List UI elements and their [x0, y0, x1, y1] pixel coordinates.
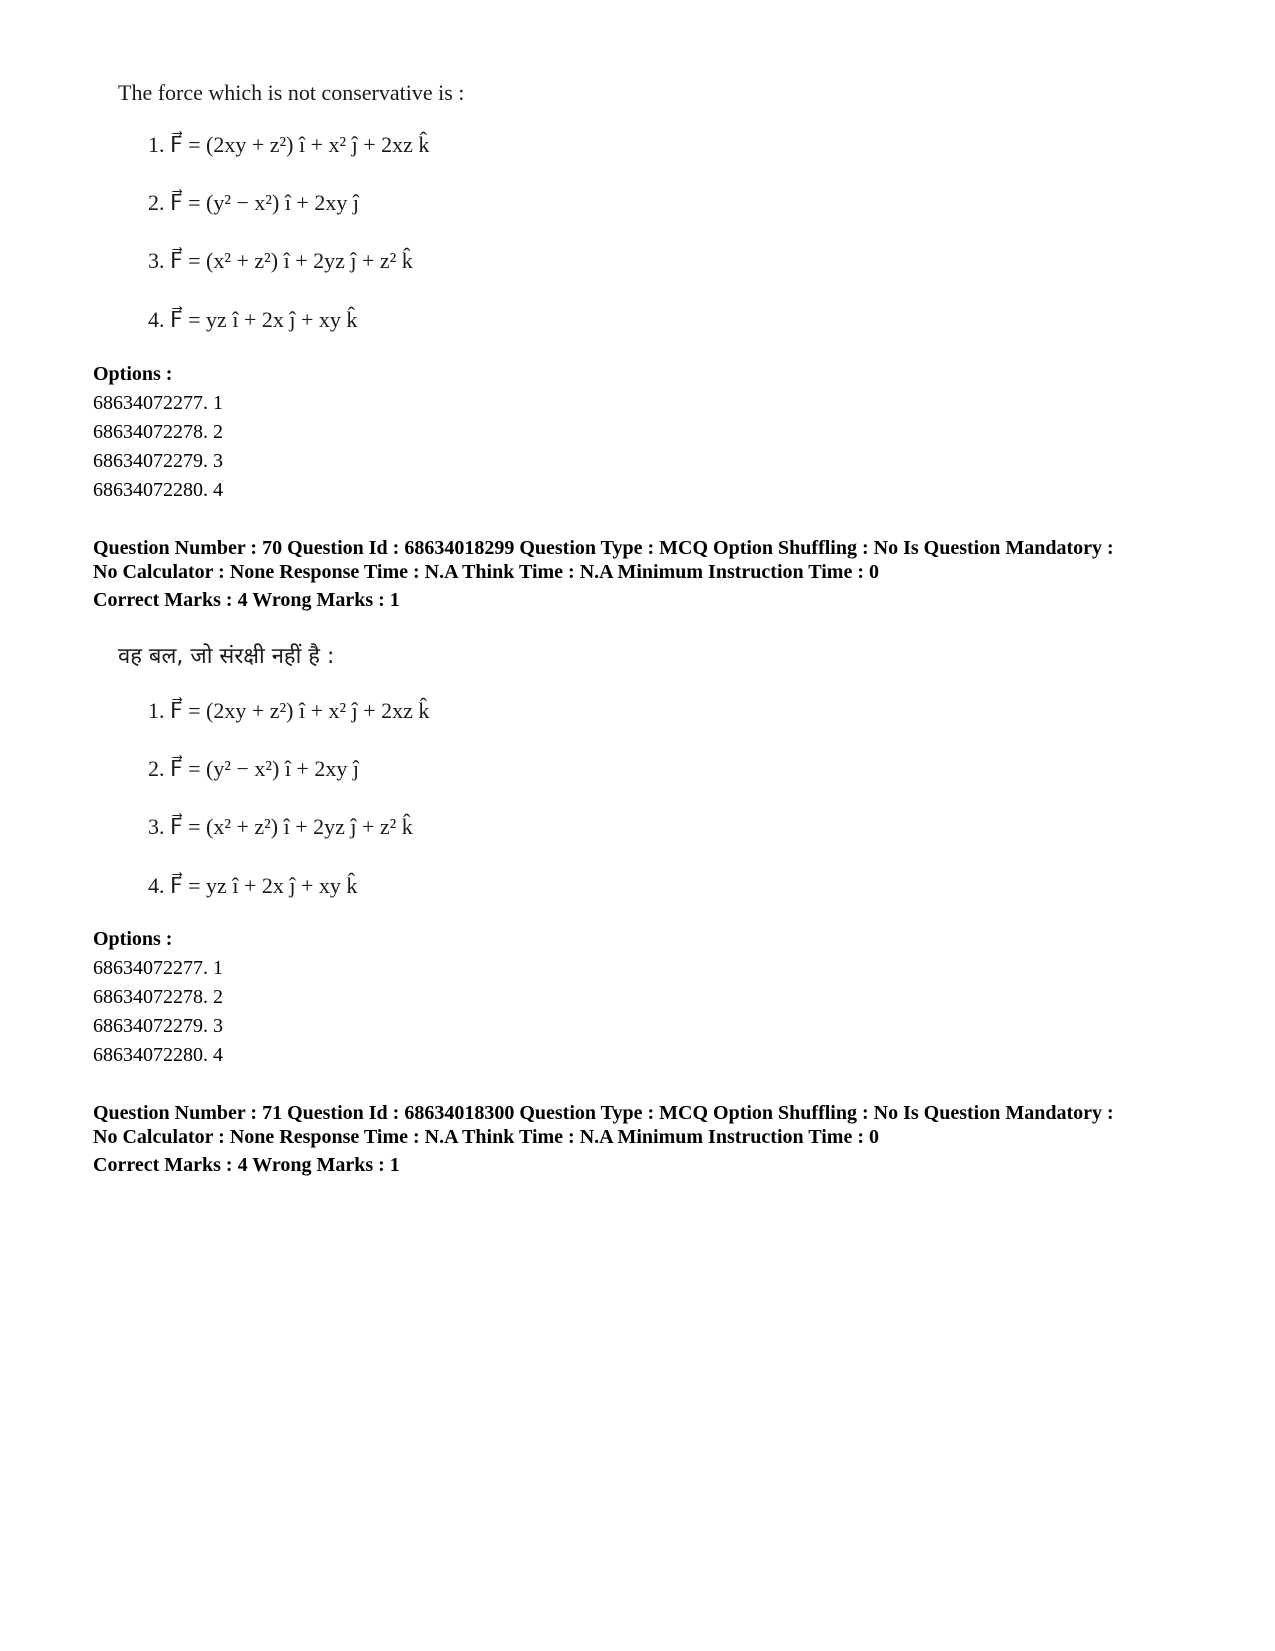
question-marks: Correct Marks : 4 Wrong Marks : 1 — [93, 1154, 400, 1176]
option-item: 68634072278. 2 — [93, 421, 223, 443]
question-meta-line: No Calculator : None Response Time : N.A Think Time : N.A Minimum Instruction Time : 0 — [93, 561, 879, 583]
option-item: 68634072279. 3 — [93, 450, 223, 472]
question-stem: वह बल, जो संरक्षी नहीं है : — [118, 644, 335, 669]
question-image-hindi — [118, 644, 430, 898]
option-item: 68634072279. 3 — [93, 1015, 223, 1037]
option-item: 68634072277. 1 — [93, 392, 223, 414]
question-meta-line: Question Number : 70 Question Id : 68634018299 Question Type : MCQ Option Shuffling : No Is Question Mandatory : — [93, 537, 1114, 559]
question-stem: The force which is not conservative is : — [118, 80, 465, 105]
choice-2: 2. F⃗ = (y² − x²) î + 2xy ĵ — [148, 190, 359, 215]
question-meta-line: No Calculator : None Response Time : N.A Think Time : N.A Minimum Instruction Time : 0 — [93, 1126, 879, 1148]
choice-3: 3. F⃗ = (x² + z²) î + 2yz ĵ + z² k̂ — [148, 814, 413, 839]
option-item: 68634072278. 2 — [93, 986, 223, 1008]
options-block — [93, 925, 223, 1070]
options-block — [93, 360, 223, 505]
choice-4: 4. F⃗ = yz î + 2x ĵ + xy k̂ — [148, 873, 358, 898]
choice-1: 1. F⃗ = (2xy + z²) î + x² ĵ + 2xz k̂ — [148, 698, 430, 723]
choice-1: 1. F⃗ = (2xy + z²) î + x² ĵ + 2xz k̂ — [148, 132, 430, 157]
choice-3: 3. F⃗ = (x² + z²) î + 2yz ĵ + z² k̂ — [148, 248, 413, 273]
options-label: Options : — [93, 928, 173, 950]
options-label: Options : — [93, 363, 173, 385]
option-item: 68634072280. 4 — [93, 479, 223, 501]
question-image-english — [118, 80, 465, 332]
question-header — [93, 1101, 1203, 1177]
question-meta-line: Question Number : 71 Question Id : 68634018300 Question Type : MCQ Option Shuffling : No Is Question Mandatory : — [93, 1102, 1114, 1124]
question-marks: Correct Marks : 4 Wrong Marks : 1 — [93, 589, 400, 611]
option-item: 68634072280. 4 — [93, 1044, 223, 1066]
question-header — [93, 536, 1203, 612]
choice-2: 2. F⃗ = (y² − x²) î + 2xy ĵ — [148, 756, 359, 781]
option-item: 68634072277. 1 — [93, 957, 223, 979]
choice-4: 4. F⃗ = yz î + 2x ĵ + xy k̂ — [148, 307, 358, 332]
